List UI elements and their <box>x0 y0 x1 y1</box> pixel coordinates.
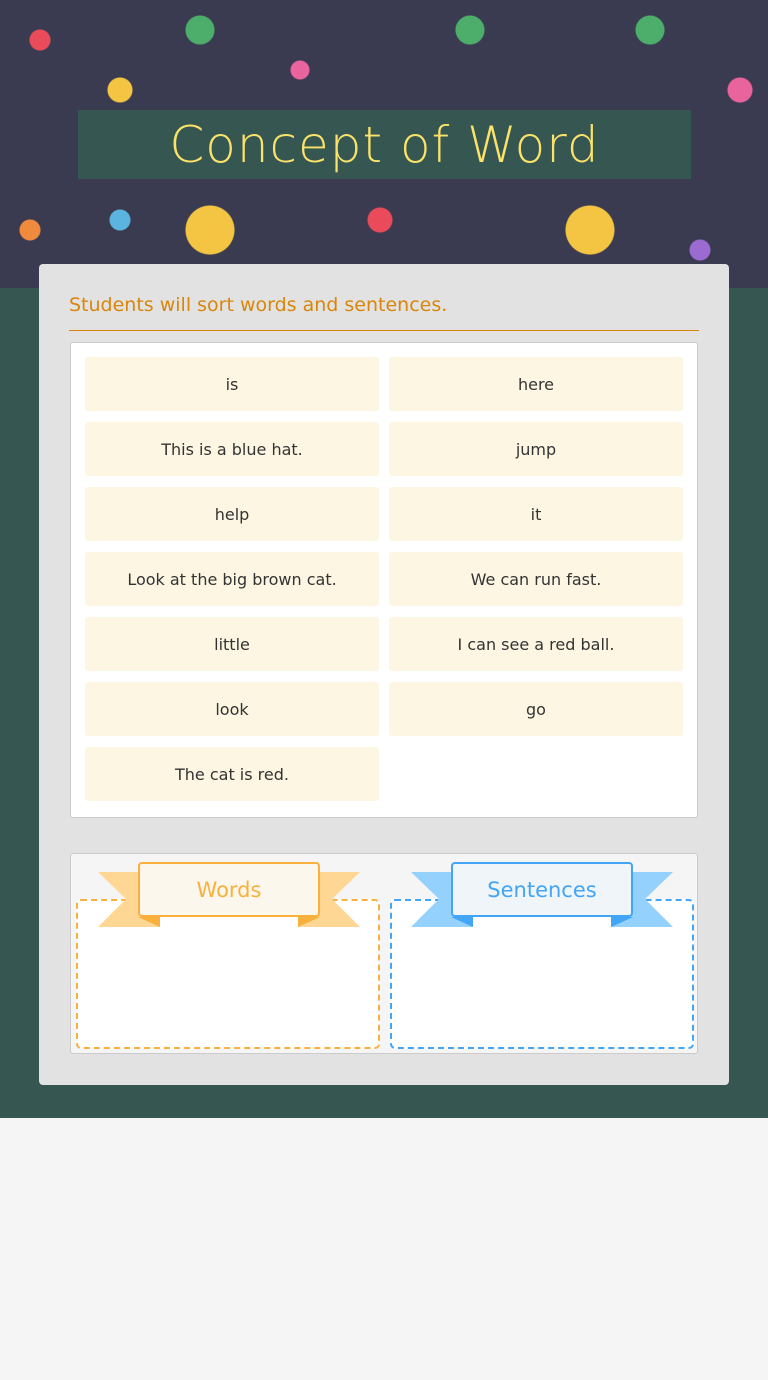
sentences-ribbon <box>411 862 673 928</box>
title-box <box>78 110 691 179</box>
draggable-tile[interactable]: We can run fast. <box>389 552 683 606</box>
draggable-tile[interactable]: This is a blue hat. <box>85 422 379 476</box>
draggable-tile[interactable]: here <box>389 357 683 411</box>
words-ribbon <box>98 862 360 928</box>
instructions: Students will sort words and sentences. <box>69 294 448 316</box>
draggable-tile[interactable]: little <box>85 617 379 671</box>
activity-card <box>39 264 729 1085</box>
header-banner <box>0 0 768 288</box>
draggable-tile[interactable]: jump <box>389 422 683 476</box>
divider <box>69 330 699 331</box>
draggable-tile[interactable]: go <box>389 682 683 736</box>
draggable-tile[interactable]: is <box>85 357 379 411</box>
page-title: Concept of Word <box>169 115 600 174</box>
category-label-sentences: Sentences <box>451 862 633 917</box>
draggable-tile[interactable]: I can see a red ball. <box>389 617 683 671</box>
draggable-tile[interactable]: it <box>389 487 683 541</box>
draggable-tile[interactable]: look <box>85 682 379 736</box>
tile-bank <box>70 342 698 818</box>
draggable-tile[interactable]: help <box>85 487 379 541</box>
category-label-words: Words <box>138 862 320 917</box>
sort-area <box>70 853 698 1054</box>
draggable-tile[interactable]: The cat is red. <box>85 747 379 801</box>
draggable-tile[interactable]: Look at the big brown cat. <box>85 552 379 606</box>
